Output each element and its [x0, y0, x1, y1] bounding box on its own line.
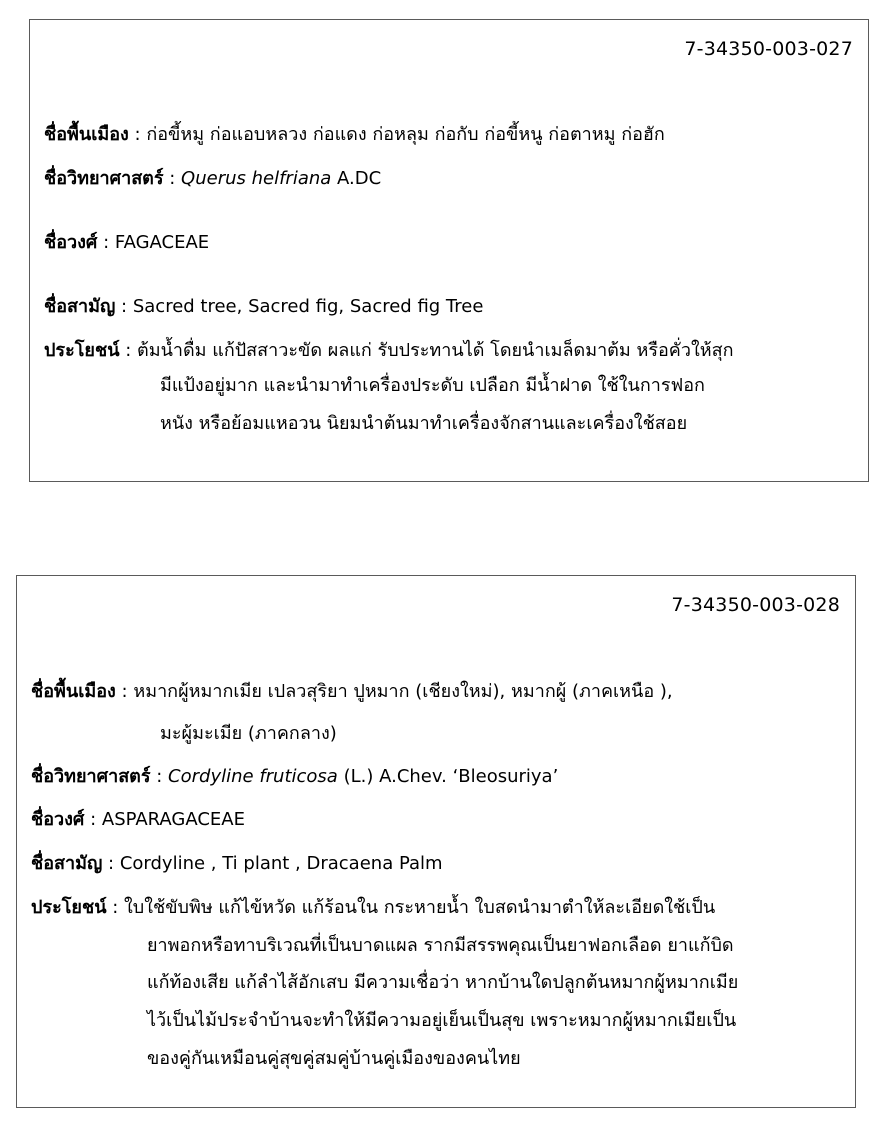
uses-line-5: ของคู่กันเหมือนคู่สุขคู่สมคู่บ้านคู่เมืองของคนไทย [147, 1048, 521, 1069]
uses-line-1: ใบใช้ขับพิษ แก้ไข้หวัด แก้ร้อนใน กระหายน้ำ ใบสดนำมาตำให้ละเอียดใช้เป็น [124, 897, 716, 918]
scientific-name-label: ชื่อวิทยาศาสตร์ [44, 168, 164, 189]
local-name-row: ชื่อพื้นเมือง : หมากผู้หมากเมีย เปลวสุริยา ปูหมาก (เชียงใหม่), หมากผู้ (ภาคเหนือ ), [31, 681, 673, 702]
common-name-row: ชื่อสามัญ : Cordyline , Ti plant , Dracaena Palm [31, 853, 443, 874]
common-name-row: ชื่อสามัญ : Sacred tree, Sacred fig, Sacred fig Tree [44, 296, 484, 317]
uses-label: ประโยชน์ [44, 340, 120, 361]
scientific-name-author: A.DC [337, 168, 382, 189]
uses-line-2: ยาพอกหรือทาบริเวณที่เป็นบาดแผล รากมีสรรพคุณเป็นยาฟอกเลือด ยาแก้บิด [147, 935, 734, 956]
specimen-card-1 [29, 19, 869, 482]
common-name-value: Sacred tree, Sacred fig, Sacred fig Tree [132, 296, 484, 317]
local-name-value: ก่อขี้หมู ก่อแอบหลวง ก่อแดง ก่อหลุม ก่อกับ ก่อขี้หนู ก่อตาหมู ก่อฮัก [146, 124, 665, 145]
local-name-line-1: หมากผู้หมากเมีย เปลวสุริยา ปูหมาก (เชียงใหม่), หมากผู้ (ภาคเหนือ ), [133, 681, 673, 702]
uses-line-4: ไว้เป็นไม้ประจำบ้านจะทำให้มีความอยู่เย็นเป็นสุข เพราะหมากผู้หมากเมียเป็น [147, 1010, 737, 1031]
family-row: ชื่อวงศ์ : FAGACEAE [44, 232, 210, 253]
family-row: ชื่อวงศ์ : ASPARAGACEAE [31, 809, 245, 830]
family-value: ASPARAGACEAE [101, 809, 245, 830]
local-name-line-2: มะผู้มะเมีย (ภาคกลาง) [160, 723, 337, 744]
uses-line-1: ต้มน้ำดื่ม แก้ปัสสาวะขัด ผลแก่ รับประทานได้ โดยนำเมล็ดมาต้ม หรือคั่วให้สุก [137, 340, 734, 361]
uses-line-3: แก้ท้องเสีย แก้ลำไส้อักเสบ มีความเชื่อว่า หากบ้านใดปลูกต้นหมากผู้หมากเมีย [147, 972, 739, 993]
uses-label: ประโยชน์ [31, 897, 107, 918]
scientific-name-row: ชื่อวิทยาศาสตร์ : Cordyline fruticosa (L.) A.Chev. ‘Bleosuriya’ [31, 766, 559, 787]
scientific-name-author: (L.) A.Chev. ‘Bleosuriya’ [343, 766, 559, 787]
local-name-label: ชื่อพื้นเมือง [31, 681, 116, 702]
specimen-code: 7-34350-003-027 [684, 38, 853, 60]
specimen-code: 7-34350-003-028 [671, 594, 840, 616]
specimen-card-2 [16, 575, 856, 1108]
family-label: ชื่อวงศ์ [44, 232, 98, 253]
family-label: ชื่อวงศ์ [31, 809, 85, 830]
uses-row: ประโยชน์ : ใบใช้ขับพิษ แก้ไข้หวัด แก้ร้อนใน กระหายน้ำ ใบสดนำมาตำให้ละเอียดใช้เป็น [31, 897, 716, 918]
scientific-name-label: ชื่อวิทยาศาสตร์ [31, 766, 151, 787]
common-name-value: Cordyline , Ti plant , Dracaena Palm [119, 853, 443, 874]
local-name-row: ชื่อพื้นเมือง : ก่อขี้หมู ก่อแอบหลวง ก่อแดง ก่อหลุม ก่อกับ ก่อขี้หนู ก่อตาหมู ก่อฮัก [44, 124, 665, 145]
uses-row: ประโยชน์ : ต้มน้ำดื่ม แก้ปัสสาวะขัด ผลแก่ รับประทานได้ โดยนำเมล็ดมาต้ม หรือคั่วให้สุก [44, 340, 734, 361]
scientific-name-italic: Cordyline fruticosa [168, 766, 338, 787]
family-value: FAGACEAE [114, 232, 210, 253]
common-name-label: ชื่อสามัญ [44, 296, 116, 317]
common-name-label: ชื่อสามัญ [31, 853, 103, 874]
local-name-label: ชื่อพื้นเมือง [44, 124, 129, 145]
scientific-name-italic: Querus helfriana [181, 168, 332, 189]
scientific-name-row: ชื่อวิทยาศาสตร์ : Querus helfriana A.DC [44, 168, 382, 189]
uses-line-2: มีแป้งอยู่มาก และนำมาทำเครื่องประดับ เปลือก มีน้ำฝาด ใช้ในการฟอก [160, 375, 705, 396]
uses-line-3: หนัง หรือย้อมแหอวน นิยมนำต้นมาทำเครื่องจักสานและเครื่องใช้สอย [160, 413, 688, 434]
